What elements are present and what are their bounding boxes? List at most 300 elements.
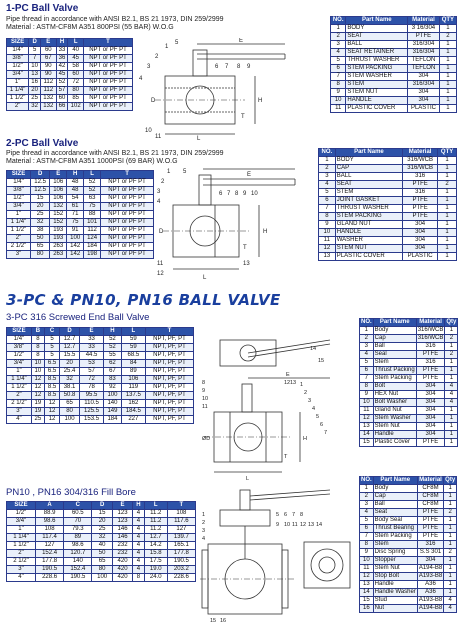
section3-size-table xyxy=(6,327,194,424)
table-cell: 137.5 xyxy=(121,392,145,400)
table-row xyxy=(360,343,458,351)
table-row xyxy=(360,589,457,597)
table-header-row xyxy=(7,171,154,179)
table-cell: 70 xyxy=(64,518,92,526)
table-cell: 3/4" xyxy=(7,518,36,526)
table-cell: 117.6 xyxy=(167,518,195,526)
table-cell: 6 xyxy=(331,65,346,73)
table-cell: 1 xyxy=(439,65,456,73)
table-cell: 4" xyxy=(7,416,32,424)
table-header-row xyxy=(331,17,457,25)
table-cell: Plastic Cover xyxy=(373,439,416,447)
table-cell: 12 xyxy=(360,573,374,581)
table-cell: 1 xyxy=(445,431,458,439)
table-cell: 12.7 xyxy=(60,344,80,352)
table-row xyxy=(7,384,194,392)
table-cell: 7 xyxy=(319,205,336,213)
callout-label: 7 xyxy=(292,512,296,518)
table-cell: 152 xyxy=(50,219,67,227)
table-cell: 304 xyxy=(408,73,440,81)
table-cell: 177.8 xyxy=(167,550,195,558)
table-cell: 14 xyxy=(360,431,374,439)
table-cell: 80 xyxy=(68,87,84,95)
dimension-label: T xyxy=(243,245,247,251)
table-cell: 5 xyxy=(319,189,336,197)
column-header: QTY xyxy=(438,149,457,157)
table-cell: 304 xyxy=(416,383,445,391)
table-row xyxy=(360,597,457,605)
table-cell: 316/WCB xyxy=(417,327,444,333)
column-header: A xyxy=(35,502,63,510)
table-cell: 1 xyxy=(444,533,457,541)
callout-label: 4 xyxy=(202,536,206,542)
table-cell: 152.4 xyxy=(35,550,63,558)
column-header: E xyxy=(79,328,103,336)
table-cell: 316/WCB xyxy=(417,335,444,341)
table-cell: 1 xyxy=(439,105,456,113)
table-cell: 33 xyxy=(79,344,103,352)
table-cell: 263 xyxy=(50,243,67,251)
table-cell: 232 xyxy=(112,542,132,550)
table-cell: 1 xyxy=(439,41,456,49)
table-row xyxy=(360,557,457,565)
table-cell: 40 xyxy=(92,542,112,550)
table-cell: 1 xyxy=(438,157,457,165)
table-cell: 90 xyxy=(40,71,56,79)
table-row xyxy=(7,243,154,251)
column-header: T xyxy=(84,39,133,47)
table-cell: 32 xyxy=(92,534,112,542)
table-cell: 184.5 xyxy=(121,408,145,416)
table-cell: 4 xyxy=(133,542,145,550)
table-cell: 1 xyxy=(444,557,457,565)
column-header: Material xyxy=(416,319,445,327)
callout-label: 11 xyxy=(157,261,164,267)
table-row xyxy=(360,423,458,431)
table-row xyxy=(360,327,458,335)
table-cell: NPT or PF PT xyxy=(101,235,154,243)
table-row xyxy=(360,383,458,391)
table-cell: 1/4" xyxy=(7,47,29,55)
table-cell: NPT, PF, PT xyxy=(145,352,193,360)
table-cell: 162 xyxy=(121,400,145,408)
table-cell: 1 xyxy=(438,165,457,173)
table-cell: 15 xyxy=(360,439,374,447)
table-cell: 75 xyxy=(84,203,101,211)
table-cell: 1 xyxy=(438,205,457,213)
table-row xyxy=(7,400,194,408)
table-cell: 1 xyxy=(439,97,456,105)
table-cell: 50.8 xyxy=(60,392,80,400)
table-cell: TEFLON xyxy=(408,65,440,73)
table-cell: 45 xyxy=(68,55,84,63)
table-cell: 12 xyxy=(31,392,44,400)
table-cell: NPT, PF, PT xyxy=(145,376,193,384)
table-cell: 32 xyxy=(31,219,50,227)
table-cell: PTFE xyxy=(416,367,445,375)
table-row xyxy=(360,573,457,581)
table-row xyxy=(319,253,457,261)
callout-label: 15 xyxy=(210,618,217,624)
table-cell: 139.7 xyxy=(167,534,195,542)
table-cell: 13 xyxy=(360,423,374,431)
table-cell: 1" xyxy=(7,526,36,534)
table-row xyxy=(7,195,154,203)
table-row xyxy=(360,517,457,525)
table-cell: 16 xyxy=(29,79,41,87)
table-cell: 1 xyxy=(444,493,457,501)
table-cell: 11.2 xyxy=(144,510,167,518)
dimension-label: L xyxy=(203,275,207,281)
table-cell: 125.5 xyxy=(79,408,103,416)
table-cell: 1 xyxy=(445,407,458,415)
section2-spec-line1: Pipe thread in accordance with ANSI B2.1, BS 21 1973, DIN 259/2999 xyxy=(6,150,224,157)
table-cell: 8 xyxy=(319,213,336,221)
table-row xyxy=(319,157,457,165)
table-cell: 88 xyxy=(84,211,101,219)
section2-valve-drawing xyxy=(155,165,317,287)
table-cell: 117.4 xyxy=(35,534,63,542)
table-row xyxy=(7,416,194,424)
column-header: E xyxy=(112,502,132,510)
table-row xyxy=(7,542,196,550)
table-cell: 45 xyxy=(56,71,68,79)
section4-size-table xyxy=(6,501,196,582)
table-cell: PTFE xyxy=(416,375,445,383)
table-row xyxy=(7,352,194,360)
table-cell: 8 xyxy=(133,574,145,582)
section4-title: PN10 , PN16 304/316 Fill Bore xyxy=(6,487,136,498)
table-row xyxy=(7,47,133,55)
table-cell: 84 xyxy=(121,360,145,368)
table-cell: STEM NUT xyxy=(335,245,402,253)
table-cell: 32 xyxy=(60,376,80,384)
dimension-label: L xyxy=(197,136,201,140)
table-cell: 100 xyxy=(60,416,80,424)
column-header: Qty xyxy=(446,319,457,325)
table-row xyxy=(319,205,457,213)
table-cell: 15.5 xyxy=(60,352,80,360)
table-cell: 8.5 xyxy=(44,384,59,392)
column-header: Qty xyxy=(445,477,456,483)
table-cell: 3/8" xyxy=(7,344,32,352)
table-cell: 10 xyxy=(31,368,44,376)
table-cell: 2 xyxy=(439,33,456,41)
table-cell: 58 xyxy=(68,63,84,71)
table-cell: NPT or PF PT xyxy=(101,203,154,211)
table-row xyxy=(331,49,457,57)
table-row xyxy=(360,533,457,541)
dimension-label: T xyxy=(284,454,288,460)
table-cell: Stem Packing xyxy=(373,375,416,383)
table-cell: PTFE xyxy=(417,533,443,541)
table-cell: PLASTIC COVER xyxy=(335,253,402,261)
table-row xyxy=(7,219,154,227)
table-cell: NPT, PF, PT xyxy=(145,336,193,344)
callout-label: 3 xyxy=(147,64,151,70)
column-header: SIZE xyxy=(7,502,36,510)
table-cell: 14 xyxy=(360,589,374,597)
table-cell: 38.1 xyxy=(60,384,80,392)
column-header: D xyxy=(29,39,41,47)
table-cell: 1 xyxy=(444,581,457,589)
table-cell: 14.2 xyxy=(144,542,167,550)
table-cell: 9 xyxy=(331,89,346,97)
table-cell: Body xyxy=(373,327,416,335)
table-cell: NPT or PF PT xyxy=(101,195,154,203)
table-row xyxy=(360,541,457,549)
callout-label: 7 xyxy=(227,191,231,197)
table-cell: 91 xyxy=(67,227,84,235)
table-cell: 1 xyxy=(445,343,458,351)
table-cell: 12 xyxy=(31,384,44,392)
table-cell: 101 xyxy=(84,219,101,227)
table-cell: NPT or PF PT xyxy=(84,71,133,79)
table-cell: 6 xyxy=(360,525,374,533)
table-cell: 25 xyxy=(29,95,41,103)
table-cell: 12.7 xyxy=(60,336,80,344)
table-cell: 124 xyxy=(84,235,101,243)
section2-title: 2-PC Ball Valve xyxy=(6,138,79,149)
table-cell: 36 xyxy=(56,55,68,63)
table-cell: HANDLE xyxy=(346,97,408,105)
callout-label: 10 xyxy=(284,522,291,528)
table-cell: 1 1/2" xyxy=(7,95,29,103)
table-cell: 1 xyxy=(445,423,458,431)
callout-label: 7 xyxy=(324,430,328,436)
table-cell: A193-B8 xyxy=(418,597,443,603)
table-cell: STEM xyxy=(335,189,402,197)
table-cell: 66 xyxy=(56,103,68,111)
callout-label: 8 xyxy=(300,512,304,518)
table-cell: BALL xyxy=(346,41,408,49)
table-cell: 62 xyxy=(104,360,122,368)
table-cell: NPT, PF, PT xyxy=(145,368,193,376)
table-cell: 152.4 xyxy=(64,566,92,574)
table-header-row xyxy=(360,319,458,327)
table-cell: TEFLON xyxy=(408,57,440,65)
table-cell: 110.5 xyxy=(79,400,103,408)
table-cell: 98.6 xyxy=(64,542,92,550)
table-cell: 1 1/2" xyxy=(7,542,36,550)
column-header: B xyxy=(31,328,44,336)
column-header: E xyxy=(50,171,67,179)
table-row xyxy=(360,485,457,493)
table-cell: Ball xyxy=(373,343,416,351)
table-row xyxy=(7,187,154,195)
table-cell: Handle xyxy=(373,431,416,439)
table-row xyxy=(331,89,457,97)
table-row xyxy=(7,558,196,566)
callout-label: 5 xyxy=(175,40,179,46)
column-header: H xyxy=(56,39,68,47)
callout-label: 11 xyxy=(202,404,208,410)
dimension-label: E xyxy=(286,372,290,378)
column-header: T xyxy=(167,502,195,510)
table-cell: Ball xyxy=(373,501,417,509)
callout-label: 6 xyxy=(215,64,219,70)
table-cell: 1 xyxy=(444,565,457,573)
table-cell: 24.0 xyxy=(144,574,167,582)
table-row xyxy=(360,549,457,557)
column-header: T xyxy=(145,328,193,336)
callout-label: 4 xyxy=(139,76,143,82)
table-cell: PLASTIC xyxy=(408,105,440,113)
table-cell: PTFE xyxy=(408,33,440,41)
table-cell: 1 xyxy=(438,173,457,181)
table-row xyxy=(7,79,133,87)
dimension-label: H xyxy=(303,436,307,442)
table-row xyxy=(7,336,194,344)
table-cell: 52 xyxy=(104,344,122,352)
table-cell: 1 xyxy=(444,541,457,549)
table-cell: 228.6 xyxy=(35,574,63,582)
dimension-label: D xyxy=(151,98,156,104)
table-cell: 65 xyxy=(92,558,112,566)
table-cell: 2 xyxy=(444,509,457,517)
table-cell: 190.5 xyxy=(35,566,63,574)
table-cell: 304 xyxy=(403,229,438,237)
table-cell: NPT or PF PT xyxy=(84,47,133,55)
table-cell: 4" xyxy=(7,574,36,582)
table-cell: 120.7 xyxy=(64,550,92,558)
dimension-label: D xyxy=(159,229,164,235)
table-cell: 8 xyxy=(360,383,374,391)
callout-label: 12 xyxy=(300,522,307,528)
table-cell: 54 xyxy=(67,195,84,203)
table-cell: 2 xyxy=(445,351,458,359)
column-header: NO. xyxy=(319,149,336,157)
table-cell: 15 xyxy=(31,195,50,203)
table-cell: STEM PACKING xyxy=(335,213,402,221)
table-cell: PTFE xyxy=(417,509,443,517)
table-cell: 4 xyxy=(445,391,458,399)
table-cell: 11.2 xyxy=(144,518,167,526)
table-cell: 2 xyxy=(319,165,336,173)
table-cell: NPT or PF PT xyxy=(101,219,154,227)
table-cell: 316 xyxy=(417,541,443,549)
dimension-label: L xyxy=(246,476,250,482)
table-cell: 1 xyxy=(444,501,457,509)
table-cell: HANDLE xyxy=(335,229,402,237)
table-cell: 1 xyxy=(439,89,456,97)
section2-spec-line2: Material : ASTM-CF8M A351 1000PSI (69 BAR) W.O.G xyxy=(6,158,178,165)
table-cell: Thrust Packing xyxy=(374,367,415,373)
column-header: L xyxy=(121,328,145,336)
table-cell: 8 xyxy=(31,352,44,360)
table-cell: 1 xyxy=(445,327,458,335)
table-cell: NPT, PF, PT xyxy=(145,408,193,416)
table-cell: 1 xyxy=(438,229,457,237)
table-cell: 1 xyxy=(438,213,457,221)
table-cell: 11 xyxy=(319,237,336,245)
table-cell: 106 xyxy=(50,187,67,195)
table-cell: 153.5 xyxy=(79,416,103,424)
table-cell: Stem xyxy=(373,359,416,367)
table-row xyxy=(360,565,457,573)
column-header: Material xyxy=(408,17,440,25)
table-cell: 232 xyxy=(112,550,132,558)
table-cell: NPT or PF PT xyxy=(101,251,154,259)
table-cell: NPT, PF, PT xyxy=(145,400,193,408)
table-cell: 9 xyxy=(319,221,336,229)
table-cell: THRUST WASHER xyxy=(335,205,402,213)
callout-label: 8 xyxy=(202,380,206,386)
section3-parts-table xyxy=(359,318,458,447)
callout-label: 2 xyxy=(202,520,206,526)
table-cell: 8.5 xyxy=(44,376,59,384)
section2-size-table xyxy=(6,170,154,259)
table-cell: 3 xyxy=(360,501,374,509)
table-cell: 25.4 xyxy=(60,368,80,376)
table-cell: 48 xyxy=(67,187,84,195)
column-header: Material xyxy=(419,477,442,483)
table-cell: PTFE xyxy=(416,351,445,359)
callout-label: 13 xyxy=(243,261,250,267)
table-cell: 12.7 xyxy=(144,534,167,542)
table-cell: Bolt Washer xyxy=(373,399,416,407)
column-header: L xyxy=(68,39,84,47)
table-row xyxy=(7,368,194,376)
table-cell: 13 xyxy=(319,253,336,261)
table-cell: Stem Nut xyxy=(373,565,417,573)
column-header: Part Name xyxy=(346,17,408,25)
table-cell: 193 xyxy=(50,227,67,235)
callout-label: 5 xyxy=(183,169,187,175)
table-row xyxy=(7,376,194,384)
table-row xyxy=(7,360,194,368)
table-cell: 1 xyxy=(438,253,457,261)
table-cell: 75 xyxy=(67,219,84,227)
table-row xyxy=(360,431,458,439)
table-cell: 89 xyxy=(121,368,145,376)
table-row xyxy=(7,95,133,103)
handle-outline xyxy=(248,340,330,353)
dimension-label: T xyxy=(241,114,245,120)
callout-label: 1 xyxy=(202,512,206,518)
callout-label: 5 xyxy=(316,414,320,420)
table-cell: 106 xyxy=(121,376,145,384)
table-row xyxy=(319,197,457,205)
table-cell: 6.5 xyxy=(44,368,59,376)
table-cell: 2 1/2" xyxy=(7,400,32,408)
table-cell: NPT, PF, PT xyxy=(145,384,193,392)
table-cell: 1 1/4" xyxy=(7,376,32,384)
table-cell: Stud xyxy=(373,597,417,605)
table-cell: 57 xyxy=(79,368,103,376)
table-cell: 1 xyxy=(438,237,457,245)
table-row xyxy=(7,227,154,235)
callout-label: 1 xyxy=(165,44,169,50)
table-cell: CF8M xyxy=(417,485,443,493)
table-cell: 5 xyxy=(360,517,374,525)
section3-subtitle: 3-PC 316 Screwed End Ball Valve xyxy=(6,312,150,323)
table-cell: 2" xyxy=(7,235,31,243)
table-cell: 304 xyxy=(417,557,443,565)
table-cell: 90 xyxy=(40,63,56,71)
table-cell: 59 xyxy=(121,336,145,344)
table-cell: 1 xyxy=(444,573,457,581)
table-cell: 60 xyxy=(40,47,56,55)
table-cell: 3/8" xyxy=(7,55,29,63)
table-cell: SEAT RETAINER xyxy=(346,49,408,57)
table-row xyxy=(7,235,154,243)
table-cell: 2 xyxy=(360,335,374,343)
table-cell: 6.5 xyxy=(44,360,59,368)
table-cell: 33 xyxy=(79,336,103,344)
table-cell: 15 xyxy=(92,510,112,518)
table-cell: NPT or PF PT xyxy=(101,243,154,251)
